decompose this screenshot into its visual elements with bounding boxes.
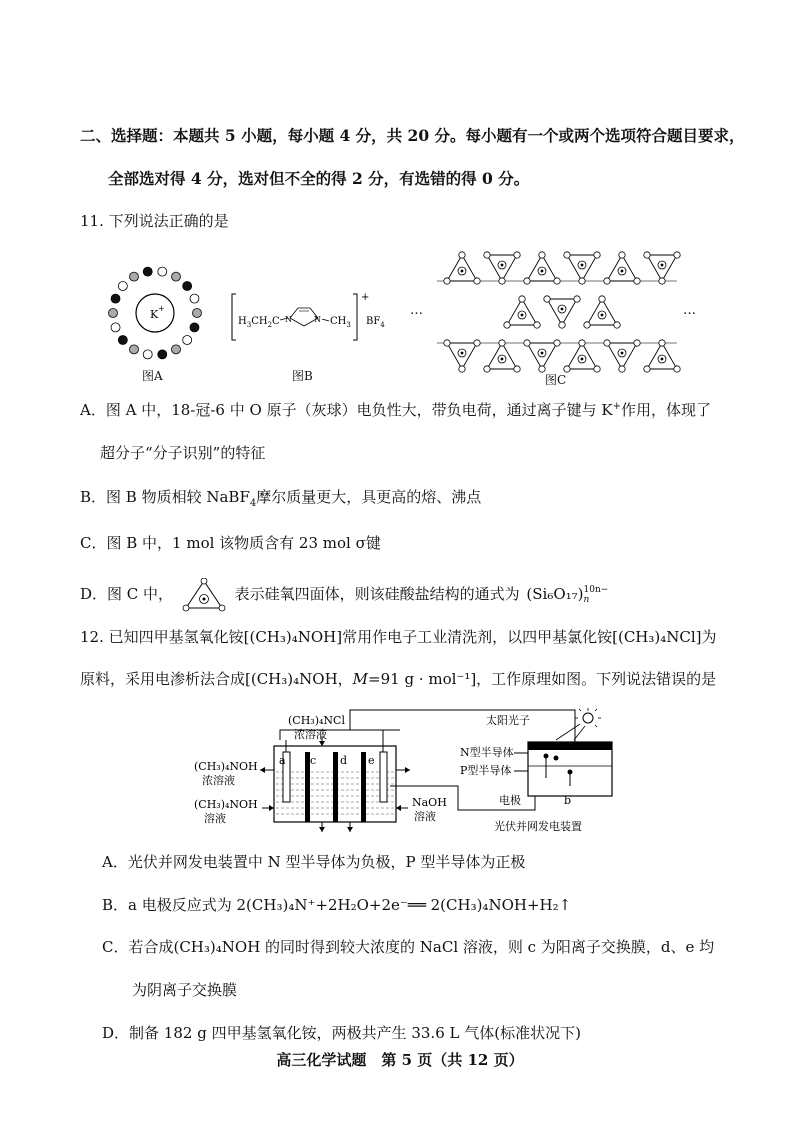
crown-ether-atom bbox=[143, 267, 152, 276]
figure-b-ionic-liquid bbox=[228, 290, 403, 346]
silicon-dot bbox=[661, 264, 664, 267]
oxygen-atom bbox=[584, 322, 590, 328]
oxygen-atom bbox=[604, 340, 610, 346]
crown-ether-atom bbox=[130, 272, 139, 281]
svg-text:+: + bbox=[158, 304, 165, 313]
crown-ether-atom bbox=[109, 309, 118, 318]
crown-ether-atom bbox=[172, 272, 181, 281]
electrodialysis-diagram bbox=[190, 708, 620, 836]
svg-text:N: N bbox=[285, 315, 292, 324]
oxygen-atom bbox=[484, 252, 490, 258]
q11-option-a: A．图 A 中，18-冠-6 中 O 原子（灰球）电负性大，带负电荷，通过离子键与 K+作用，体现了 bbox=[80, 401, 711, 419]
silicon-dot bbox=[521, 314, 524, 317]
crown-ether-atom bbox=[158, 350, 167, 359]
oxygen-atom bbox=[674, 366, 680, 372]
svg-text:P型半导体: P型半导体 bbox=[460, 764, 512, 777]
oxygen-atom bbox=[594, 252, 600, 258]
svg-text:浓溶液: 浓溶液 bbox=[202, 774, 235, 787]
oxygen-atom bbox=[579, 278, 585, 284]
oxygen-atom bbox=[574, 296, 580, 302]
oxygen-atom bbox=[599, 296, 605, 302]
svg-text:(CH₃)₄NOH: (CH₃)₄NOH bbox=[194, 760, 258, 773]
crown-ether-atom bbox=[118, 335, 127, 344]
silicon-dot bbox=[601, 314, 604, 317]
oxygen-atom bbox=[579, 340, 585, 346]
figure-c-ellipsis-left: … bbox=[410, 303, 423, 318]
oxygen-atom bbox=[604, 278, 610, 284]
q11-option-a-cont: 超分子“分子识别”的特征 bbox=[100, 444, 266, 462]
q12-option-a: A．光伏并网发电装置中 N 型半导体为负极，P 型半导体为正极 bbox=[102, 853, 526, 871]
crown-ether-atom bbox=[183, 282, 192, 291]
svg-text:光伏并网发电装置: 光伏并网发电装置 bbox=[494, 820, 582, 833]
oxygen-atom bbox=[634, 278, 640, 284]
silicon-dot bbox=[621, 352, 624, 355]
silicon-dot bbox=[561, 308, 564, 311]
q11-option-d: D．图 C 中， 表示硅氧四面体，则该硅酸盐结构的通式为 (Si₆O₁₇) 10n− n bbox=[80, 578, 608, 612]
oxygen-atom bbox=[619, 252, 625, 258]
oxygen-atom bbox=[524, 340, 530, 346]
silicon-dot bbox=[621, 270, 624, 273]
figure-c-ellipsis-right: … bbox=[683, 303, 696, 318]
crown-ether-atom bbox=[158, 267, 167, 276]
oxygen-atom bbox=[499, 278, 505, 284]
q11-stem: 11. 下列说法正确的是 bbox=[80, 212, 229, 230]
svg-text:浓溶液: 浓溶液 bbox=[294, 728, 327, 741]
oxygen-atom bbox=[534, 322, 540, 328]
silicon-dot bbox=[541, 270, 544, 273]
svg-text:b: b bbox=[564, 794, 572, 807]
svg-text:NaOH: NaOH bbox=[412, 796, 447, 809]
tetrahedron-icon bbox=[182, 578, 226, 612]
oxygen-atom bbox=[524, 278, 530, 284]
svg-text:电极: 电极 bbox=[499, 794, 521, 807]
svg-text:d: d bbox=[340, 754, 348, 767]
figure-c-label: 图C bbox=[545, 373, 567, 387]
q12-option-c-cont: 为阴离子交换膜 bbox=[132, 981, 238, 999]
oxygen-atom bbox=[459, 252, 465, 258]
crown-ether-atom bbox=[111, 294, 120, 303]
svg-text:CH3: $CH_3$ bbox=[330, 316, 351, 329]
crown-ether-atom bbox=[111, 323, 120, 332]
oxygen-atom bbox=[659, 340, 665, 346]
svg-text:(CH₃)₄NCl: (CH₃)₄NCl bbox=[288, 714, 345, 727]
oxygen-atom bbox=[544, 296, 550, 302]
silicon-dot bbox=[501, 358, 504, 361]
oxygen-atom bbox=[499, 340, 505, 346]
silicon-dot bbox=[581, 264, 584, 267]
section-heading-line2: 全部选对得 4 分，选对但不全的得 2 分，有选错的得 0 分。 bbox=[108, 169, 530, 188]
q12-option-d: D．制备 182 g 四甲基氢氧化铵，两极共产生 33.6 L 气体(标准状况下) bbox=[102, 1024, 581, 1042]
crown-ether-atom bbox=[172, 345, 181, 354]
svg-text:溶液: 溶液 bbox=[204, 812, 226, 825]
oxygen-atom bbox=[619, 366, 625, 372]
oxygen-atom bbox=[644, 366, 650, 372]
oxygen-atom bbox=[644, 252, 650, 258]
silicon-dot bbox=[461, 270, 464, 273]
svg-text:a: a bbox=[279, 754, 286, 767]
oxygen-atom bbox=[444, 340, 450, 346]
figure-a-label: 图A bbox=[142, 369, 163, 383]
silicon-dot bbox=[541, 352, 544, 355]
page-footer: 高三化学试题 第 5 页（共 12 页） bbox=[276, 1051, 524, 1069]
oxygen-atom bbox=[674, 252, 680, 258]
svg-text:BF4: $BF_4$ bbox=[366, 316, 385, 329]
silicon-dot bbox=[461, 352, 464, 355]
crown-ether-atom bbox=[190, 294, 199, 303]
oxygen-atom bbox=[554, 278, 560, 284]
crown-ether-atom bbox=[190, 323, 199, 332]
svg-text:c: c bbox=[310, 754, 317, 767]
oxygen-atom bbox=[474, 278, 480, 284]
oxygen-atom bbox=[614, 322, 620, 328]
figure-a-ion: K bbox=[150, 308, 159, 321]
oxygen-atom bbox=[564, 252, 570, 258]
svg-text:N: N bbox=[314, 315, 321, 324]
svg-text:N型半导体: N型半导体 bbox=[460, 746, 514, 759]
figure-b-label: 图B bbox=[292, 369, 313, 383]
q12-stem-line1: 12. 已知四甲基氢氧化铵[(CH₃)₄NOH]常用作电子工业清洗剂，以四甲基氯化铵[(CH₃)₄NCl]为 bbox=[80, 628, 717, 646]
q11-option-c: C．图 B 中，1 mol 该物质含有 23 mol σ键 bbox=[80, 534, 381, 552]
svg-text:H3CH2C: $H_3CH_2C$ bbox=[238, 316, 280, 329]
svg-text:溶液: 溶液 bbox=[414, 810, 436, 823]
section-heading-line1: 二、选择题：本题共 5 小题，每小题 4 分，共 20 分。每小题有一个或两个选项符合题目要求， bbox=[80, 126, 745, 145]
crown-ether-atom bbox=[130, 345, 139, 354]
crown-ether-atom bbox=[183, 335, 192, 344]
oxygen-atom bbox=[519, 296, 525, 302]
oxygen-atom bbox=[504, 322, 510, 328]
q12-stem-line2: 原料，采用电渗析法合成[(CH₃)₄NOH，M=91 g · mol⁻¹]，工作原理如图。下列说法错误的是 bbox=[80, 670, 717, 688]
crown-ether-atom bbox=[143, 350, 152, 359]
oxygen-atom bbox=[514, 252, 520, 258]
oxygen-atom bbox=[444, 278, 450, 284]
svg-text:太阳光子: 太阳光子 bbox=[486, 714, 530, 727]
oxygen-atom bbox=[634, 340, 640, 346]
oxygen-atom bbox=[559, 322, 565, 328]
oxygen-atom bbox=[484, 366, 490, 372]
oxygen-atom bbox=[659, 278, 665, 284]
oxygen-atom bbox=[474, 340, 480, 346]
oxygen-atom bbox=[594, 366, 600, 372]
figure-c-silicate-chain bbox=[432, 246, 682, 376]
oxygen-atom bbox=[539, 252, 545, 258]
svg-text:+: + bbox=[361, 292, 370, 303]
silicon-dot bbox=[581, 358, 584, 361]
silicon-dot bbox=[661, 358, 664, 361]
q12-option-b: B．a 电极反应式为 2(CH₃)₄N⁺+2H₂O+2e⁻══ 2(CH₃)₄NOH+H₂↑ bbox=[102, 896, 572, 914]
crown-ether-atom bbox=[118, 282, 127, 291]
q12-option-c: C．若合成(CH₃)₄NOH 的同时得到较大浓度的 NaCl 溶液，则 c 为阳离子交换膜，d、e 均 bbox=[102, 938, 715, 956]
oxygen-atom bbox=[459, 366, 465, 372]
oxygen-atom bbox=[554, 340, 560, 346]
oxygen-atom bbox=[514, 366, 520, 372]
figure-a-crown-ether bbox=[100, 258, 210, 368]
svg-text:(CH₃)₄NOH: (CH₃)₄NOH bbox=[194, 798, 258, 811]
crown-ether-atom bbox=[193, 309, 202, 318]
silicon-dot bbox=[501, 264, 504, 267]
svg-text:e: e bbox=[368, 754, 375, 767]
q11-option-b: B．图 B 物质相较 NaBF$_4$摩尔质量更大，具更高的熔、沸点 bbox=[80, 488, 482, 509]
